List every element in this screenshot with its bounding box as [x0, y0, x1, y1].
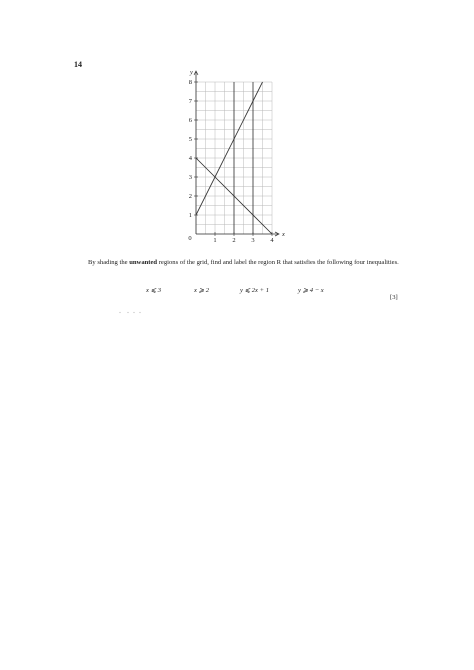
- y-tick-label-2: 2: [188, 193, 192, 201]
- prompt-text-before: By shading the: [88, 259, 130, 266]
- question-number: 14: [74, 60, 82, 69]
- x-tick-label-3: 3: [251, 237, 255, 244]
- faint-scan-mark: [118, 311, 146, 314]
- tick-labels: [188, 69, 285, 244]
- axes: [194, 71, 279, 236]
- x-tick-label-1: 1: [213, 237, 217, 244]
- y-tick-label-4: 4: [188, 155, 192, 163]
- question-prompt: [88, 258, 406, 267]
- y-tick-label-5: 5: [188, 136, 192, 144]
- x-tick-label-4: 4: [270, 237, 274, 244]
- x-tick-label-2: 2: [232, 237, 236, 244]
- y-tick-label-6: 6: [188, 117, 192, 125]
- y-tick-label-3: 3: [188, 174, 192, 182]
- y-axis-label: y: [190, 69, 193, 76]
- inequality-3: y ⩽ 2x + 1: [240, 287, 270, 294]
- marks-label: [3]: [390, 294, 398, 301]
- y-tick-label-7: 7: [188, 98, 192, 106]
- x-axis-label: x: [282, 231, 285, 238]
- prompt-text-after: regions of the grid, find and label the region R that satisfies the following four inequalities.: [157, 259, 399, 266]
- y-tick-label-1: 1: [188, 212, 192, 220]
- origin-label: 0: [188, 235, 192, 242]
- inequality-2: x ⩾ 2: [194, 287, 210, 294]
- y-tick-label-8: 8: [188, 79, 192, 87]
- coordinate-grid-graph: [176, 68, 286, 248]
- inequality-4: y ⩾ 4 − x: [298, 287, 324, 294]
- inequality-1: x ⩽ 3: [146, 287, 162, 294]
- prompt-emphasis-unwanted: unwanted: [129, 259, 158, 266]
